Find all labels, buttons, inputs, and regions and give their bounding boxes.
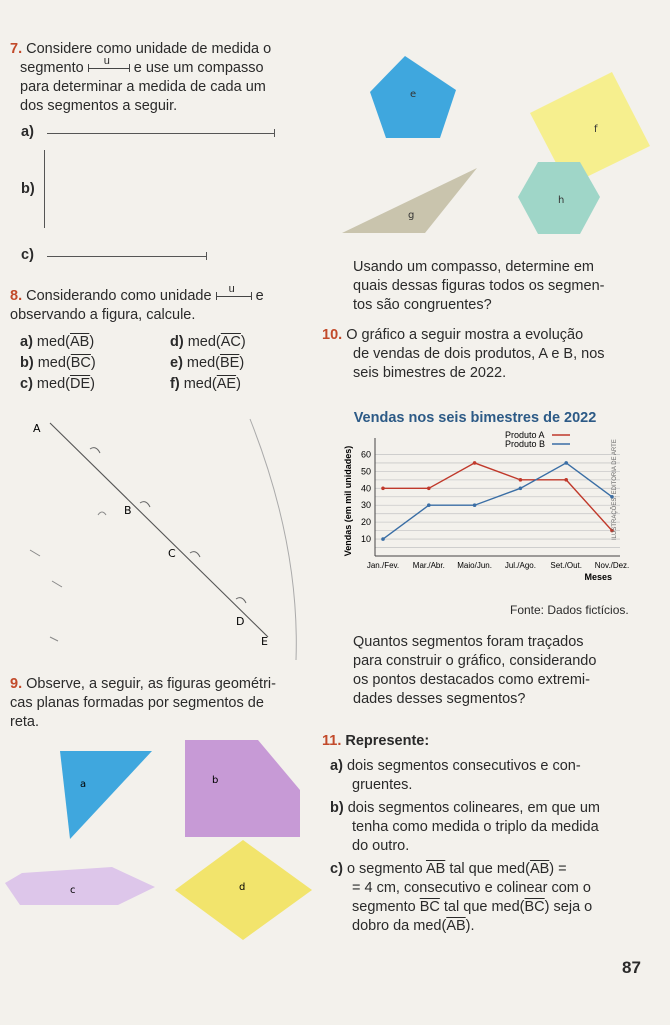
q8-item-d: d) $med(\overline{AC})$ bbox=[170, 334, 246, 350]
compass-line1: Usando um compasso, determine em bbox=[353, 259, 594, 275]
compass-line2: quais dessas figuras todos os segmen- bbox=[353, 278, 605, 294]
segment-c-end bbox=[206, 252, 207, 260]
x-tick-label: Nov./Dez. bbox=[594, 561, 630, 570]
segment-a bbox=[47, 133, 275, 134]
data-point-b bbox=[519, 487, 523, 491]
q8-number: 8. bbox=[10, 288, 23, 304]
unit-label-8: u bbox=[228, 283, 235, 295]
q7-line2: segmento u e use um compasso bbox=[20, 59, 310, 78]
q10-line1: 10. O gráfico a seguir mostra a evolução bbox=[322, 327, 584, 343]
q11-b: b) dois segmentos colineares, em que um tenha como medida o triplo da medida do outro. bbox=[330, 800, 600, 854]
q8-item-c: c) $med(\overline{DE})$ bbox=[20, 376, 95, 392]
q7-item-a: a) bbox=[21, 124, 34, 140]
q10-line3: seis bimestres de 2022. bbox=[353, 365, 507, 381]
data-point-b bbox=[381, 537, 385, 541]
compass-text bbox=[353, 258, 663, 315]
q10-q3: os pontos destacados como extremi- bbox=[353, 672, 590, 688]
legend-label: Produto A bbox=[505, 430, 545, 440]
label-h: h bbox=[558, 195, 565, 206]
side-credit: ILUSTRAÇÕES: EDITORIA DE ARTE bbox=[612, 439, 618, 540]
q7-line3: para determinar a medida de cada um bbox=[20, 79, 266, 95]
arc-e-left bbox=[50, 637, 58, 641]
data-point-b bbox=[427, 503, 431, 507]
arc-4 bbox=[236, 598, 246, 603]
q7-item-b: b) bbox=[21, 181, 35, 197]
chart-title: Vendas nos seis bimestres de 2022 bbox=[353, 410, 597, 426]
q10-line2: de vendas de dois produtos, A e B, nos bbox=[353, 346, 605, 362]
q7-line1: 7. Considere como unidade de medida o bbox=[10, 41, 272, 57]
unit-label: u bbox=[103, 55, 110, 67]
q9-line1: 9. Observe, a seguir, as figuras geométri- bbox=[10, 676, 276, 692]
label-g: g bbox=[408, 210, 415, 221]
y-tick-label: 60 bbox=[360, 449, 371, 460]
arc-d-left bbox=[52, 581, 62, 587]
q7-item-c: c) bbox=[21, 247, 34, 263]
y-axis-label: Vendas (em mil unidades) bbox=[343, 445, 353, 557]
unit-segment-8 bbox=[216, 283, 252, 300]
y-tick-label: 10 bbox=[360, 534, 371, 545]
q11-c: c) o segmento $\overline{AB}$ tal que $med(\overline{AB})$ = = 4 cm, consecutivo e colinear com o segmento $\overline{BC}$ tal que $med(\overline{BC})$ seja o dobro da $med(\overline{AB})$. bbox=[330, 861, 593, 934]
arc-b-left bbox=[98, 512, 106, 515]
label-c: c bbox=[70, 885, 76, 896]
y-tick-label: 50 bbox=[360, 466, 371, 477]
q9-line2: cas planas formadas por segmentos de bbox=[10, 695, 264, 711]
page-number: 87 bbox=[622, 958, 641, 977]
label-e: e bbox=[410, 89, 417, 100]
label-a: a bbox=[80, 779, 87, 790]
compass-figure bbox=[0, 405, 320, 665]
data-point-b bbox=[473, 503, 477, 507]
arc-3 bbox=[190, 552, 200, 557]
top-shapes bbox=[340, 40, 640, 240]
data-point-a bbox=[519, 478, 523, 482]
data-point-a bbox=[564, 478, 568, 482]
arc-c-left bbox=[30, 550, 40, 556]
q11-a: a) dois segmentos consecutivos e con- gruentes. bbox=[330, 758, 581, 793]
q9-number: 9. bbox=[10, 676, 23, 692]
q11-block bbox=[322, 732, 664, 936]
quad-b bbox=[185, 740, 300, 837]
data-point-a bbox=[381, 487, 385, 491]
series-line-b bbox=[383, 463, 612, 539]
main-line bbox=[50, 423, 268, 637]
q10-q2: para construir o gráfico, considerando bbox=[353, 653, 597, 669]
q8-item-b: b) $med(\overline{BC})$ bbox=[20, 355, 96, 371]
q10-block bbox=[322, 326, 662, 383]
data-point-a bbox=[427, 487, 431, 491]
data-point-b bbox=[564, 461, 568, 465]
data-point-a bbox=[473, 461, 477, 465]
q8-item-a: a) $med(\overline{AB})$ bbox=[20, 334, 95, 350]
q7-line4: dos segmentos a seguir. bbox=[20, 98, 178, 114]
compass-line3: tos são congruentes? bbox=[353, 297, 492, 313]
arc-1 bbox=[90, 448, 100, 453]
q8-item-f: f) $med(\overline{AE})$ bbox=[170, 376, 241, 392]
pentagon-c bbox=[5, 867, 155, 905]
q9-block bbox=[10, 675, 320, 732]
sales-chart bbox=[330, 408, 660, 588]
arc-guide bbox=[250, 419, 296, 660]
y-tick-label: 40 bbox=[360, 483, 371, 494]
legend-label: Produto B bbox=[505, 439, 546, 449]
triangle-g bbox=[342, 168, 477, 233]
triangle-a bbox=[60, 751, 152, 839]
q7-block bbox=[10, 40, 310, 116]
segment-a-end bbox=[274, 129, 275, 137]
unit-segment bbox=[88, 55, 130, 72]
y-tick-label: 30 bbox=[360, 500, 371, 511]
x-axis-label: Meses bbox=[584, 572, 612, 582]
q10-question bbox=[353, 633, 663, 709]
q10-q4: dades desses segmentos? bbox=[353, 691, 526, 707]
q8-line2: observando a figura, calcule. bbox=[10, 307, 196, 323]
q9-line3: reta. bbox=[10, 714, 40, 730]
point-c: C bbox=[168, 547, 176, 560]
x-tick-label: Mar./Abr. bbox=[412, 561, 445, 570]
y-tick-label: 20 bbox=[360, 517, 371, 528]
segment-b bbox=[44, 150, 45, 228]
q8-line1: 8. Considerando como unidade u e bbox=[10, 287, 320, 306]
point-d: D bbox=[236, 615, 245, 628]
point-e: E bbox=[261, 635, 268, 648]
segment-c bbox=[47, 256, 207, 257]
x-tick-label: Jan./Fev. bbox=[366, 561, 400, 570]
source-note: Fonte: Dados fictícios. bbox=[510, 603, 629, 617]
q11-number: 11. bbox=[322, 733, 342, 749]
q8-item-e: e) $med(\overline{BE})$ bbox=[170, 355, 245, 371]
x-tick-label: Maio/Jun. bbox=[457, 561, 492, 570]
x-tick-label: Set./Out. bbox=[550, 561, 582, 570]
point-a: A bbox=[33, 422, 41, 435]
label-d: d bbox=[239, 882, 246, 893]
q8-block bbox=[10, 283, 320, 325]
q11-title: 11. Represente: bbox=[322, 733, 430, 749]
q10-number: 10. bbox=[322, 327, 343, 343]
q7-number: 7. bbox=[10, 41, 23, 57]
q10-q1: Quantos segmentos foram traçados bbox=[353, 634, 584, 650]
q9-shapes bbox=[0, 735, 320, 965]
label-f: f bbox=[594, 124, 598, 135]
label-b: b bbox=[212, 775, 219, 786]
point-b: B bbox=[124, 504, 132, 517]
arc-2 bbox=[140, 502, 150, 507]
x-tick-label: Jul./Ago. bbox=[504, 561, 536, 570]
